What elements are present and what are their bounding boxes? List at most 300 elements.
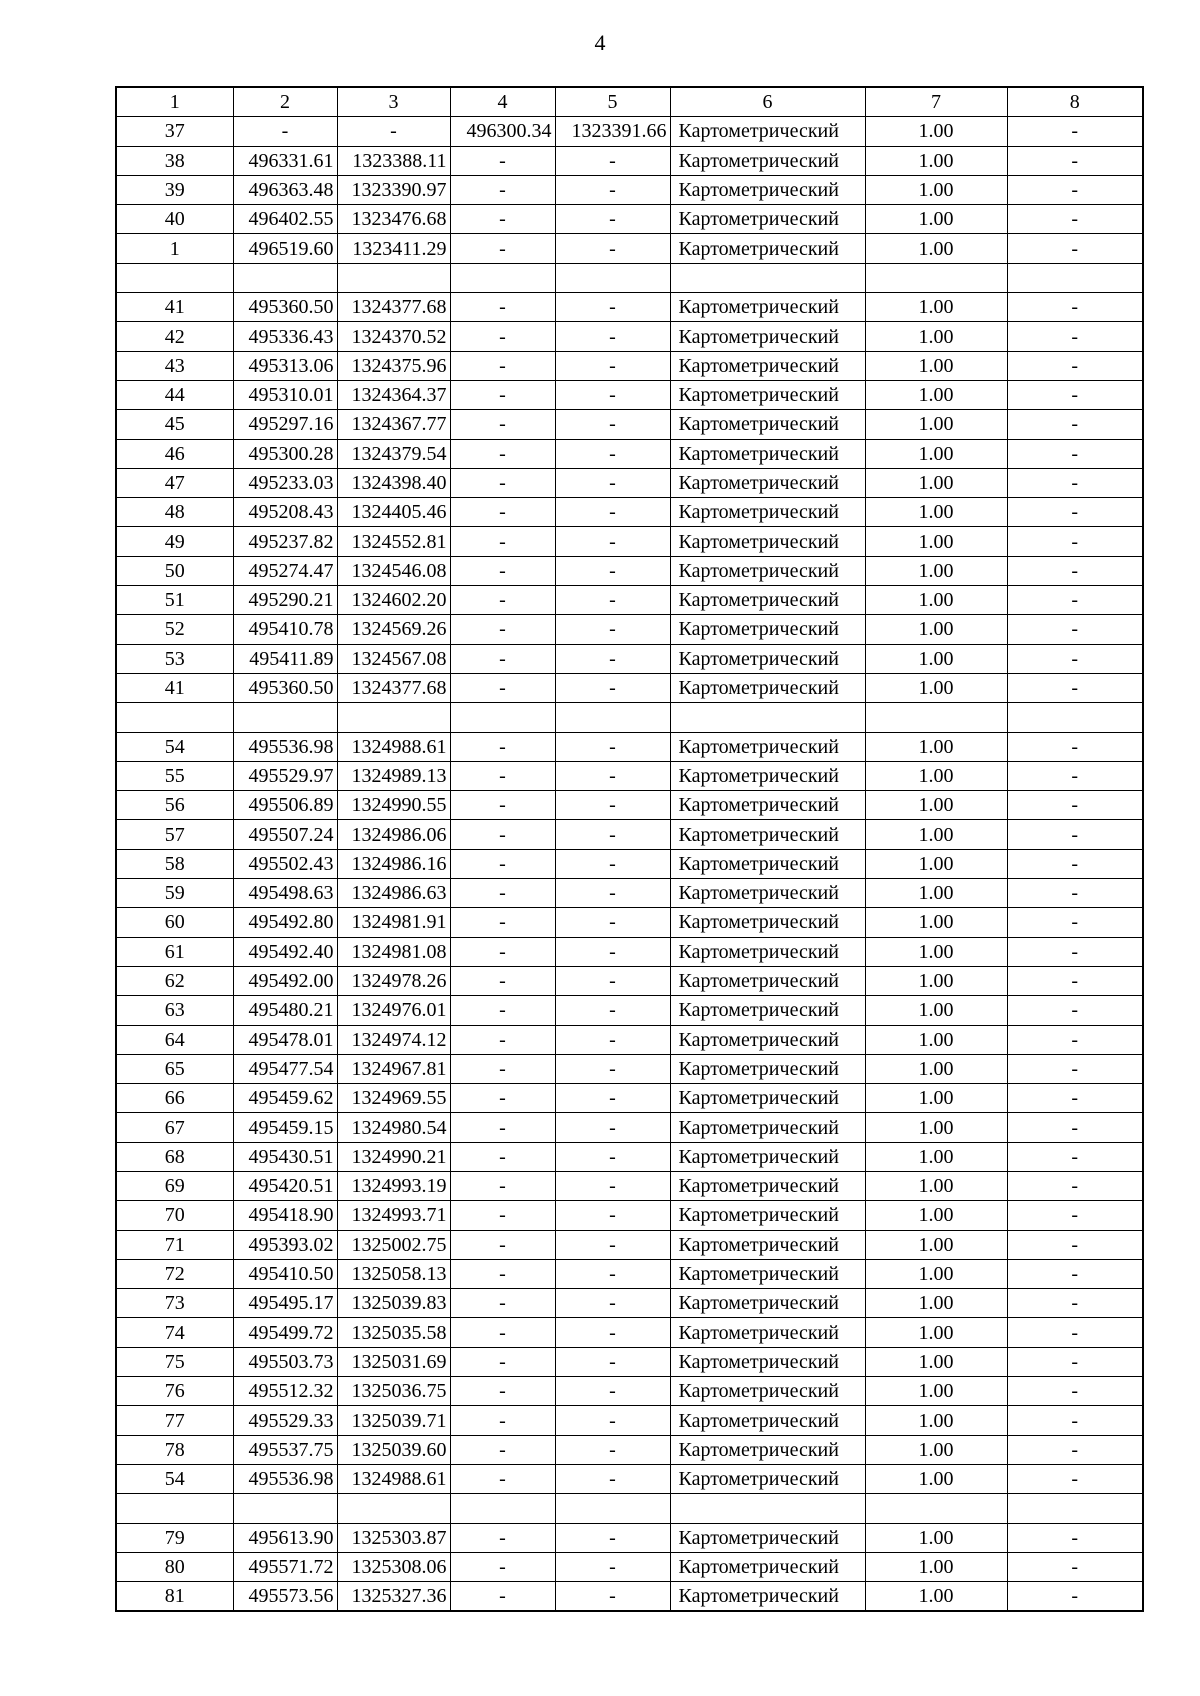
description-cell: - xyxy=(1007,879,1143,908)
x-coordinate-new-cell: - xyxy=(450,1025,555,1054)
point-number-cell: 76 xyxy=(116,1377,233,1406)
column-header: 3 xyxy=(337,87,450,117)
x-coordinate-new-cell: - xyxy=(450,1084,555,1113)
x-coordinate-cell: 495459.62 xyxy=(233,1084,337,1113)
x-coordinate-new-cell: - xyxy=(450,1552,555,1581)
x-coordinate-cell: 495410.50 xyxy=(233,1259,337,1288)
y-coordinate-cell: 1324602.20 xyxy=(337,586,450,615)
x-coordinate-new-cell: - xyxy=(450,966,555,995)
point-number-cell: 1 xyxy=(116,234,233,263)
x-coordinate-cell: 495529.97 xyxy=(233,761,337,790)
point-number-cell: 70 xyxy=(116,1201,233,1230)
method-cell: Картометрический xyxy=(670,1084,865,1113)
y-coordinate-new-cell: - xyxy=(555,1171,670,1200)
accuracy-cell: 1.00 xyxy=(865,1435,1007,1464)
x-coordinate-new-cell: - xyxy=(450,937,555,966)
accuracy-cell: 1.00 xyxy=(865,1113,1007,1142)
method-cell: Картометрический xyxy=(670,351,865,380)
x-coordinate-cell: 495297.16 xyxy=(233,410,337,439)
table-row xyxy=(116,1259,1143,1288)
x-coordinate-new-cell: - xyxy=(450,1259,555,1288)
point-number-cell: 68 xyxy=(116,1142,233,1171)
x-coordinate-new-cell: - xyxy=(450,146,555,175)
coordinates-table xyxy=(115,86,1144,1612)
point-number-cell: 52 xyxy=(116,615,233,644)
accuracy-cell: 1.00 xyxy=(865,293,1007,322)
accuracy-cell: 1.00 xyxy=(865,351,1007,380)
table-row xyxy=(116,439,1143,468)
method-cell: Картометрический xyxy=(670,1377,865,1406)
y-coordinate-cell: 1324552.81 xyxy=(337,527,450,556)
point-number-cell: 42 xyxy=(116,322,233,351)
x-coordinate-cell xyxy=(233,703,337,732)
accuracy-cell: 1.00 xyxy=(865,791,1007,820)
y-coordinate-new-cell: - xyxy=(555,380,670,409)
accuracy-cell: 1.00 xyxy=(865,1289,1007,1318)
x-coordinate-cell: 495336.43 xyxy=(233,322,337,351)
description-cell: - xyxy=(1007,586,1143,615)
table-row xyxy=(116,322,1143,351)
table-row xyxy=(116,175,1143,204)
point-number-cell: 71 xyxy=(116,1230,233,1259)
description-cell: - xyxy=(1007,439,1143,468)
table-row xyxy=(116,761,1143,790)
x-coordinate-cell: 495477.54 xyxy=(233,1054,337,1083)
point-number-cell: 75 xyxy=(116,1347,233,1376)
y-coordinate-new-cell: - xyxy=(555,1201,670,1230)
y-coordinate-cell xyxy=(337,703,450,732)
y-coordinate-new-cell: - xyxy=(555,1435,670,1464)
x-coordinate-cell: 495536.98 xyxy=(233,1464,337,1493)
x-coordinate-cell: 495571.72 xyxy=(233,1552,337,1581)
table-row xyxy=(116,293,1143,322)
y-coordinate-new-cell: - xyxy=(555,1318,670,1347)
x-coordinate-new-cell: - xyxy=(450,1435,555,1464)
point-number-cell: 45 xyxy=(116,410,233,439)
method-cell: Картометрический xyxy=(670,879,865,908)
y-coordinate-cell: 1324988.61 xyxy=(337,732,450,761)
y-coordinate-cell: 1324981.91 xyxy=(337,908,450,937)
x-coordinate-cell: 495393.02 xyxy=(233,1230,337,1259)
description-cell: - xyxy=(1007,996,1143,1025)
accuracy-cell: 1.00 xyxy=(865,234,1007,263)
table-row xyxy=(116,1289,1143,1318)
x-coordinate-cell: 495492.40 xyxy=(233,937,337,966)
description-cell: - xyxy=(1007,820,1143,849)
accuracy-cell: 1.00 xyxy=(865,937,1007,966)
accuracy-cell: 1.00 xyxy=(865,615,1007,644)
method-cell: Картометрический xyxy=(670,293,865,322)
method-cell: Картометрический xyxy=(670,1318,865,1347)
method-cell: Картометрический xyxy=(670,175,865,204)
x-coordinate-cell: 495478.01 xyxy=(233,1025,337,1054)
method-cell: Картометрический xyxy=(670,1552,865,1581)
point-number-cell: 81 xyxy=(116,1582,233,1612)
y-coordinate-new-cell: - xyxy=(555,498,670,527)
description-cell: - xyxy=(1007,351,1143,380)
y-coordinate-cell: 1324367.77 xyxy=(337,410,450,439)
x-coordinate-cell: 495274.47 xyxy=(233,556,337,585)
method-cell: Картометрический xyxy=(670,1347,865,1376)
x-coordinate-new-cell: - xyxy=(450,791,555,820)
point-number-cell xyxy=(116,703,233,732)
description-cell: - xyxy=(1007,293,1143,322)
table-row xyxy=(116,1347,1143,1376)
x-coordinate-cell: 495499.72 xyxy=(233,1318,337,1347)
x-coordinate-new-cell: - xyxy=(450,1113,555,1142)
table-row xyxy=(116,468,1143,497)
point-number-cell: 46 xyxy=(116,439,233,468)
table-row xyxy=(116,234,1143,263)
table-row xyxy=(116,879,1143,908)
method-cell: Картометрический xyxy=(670,1054,865,1083)
description-cell: - xyxy=(1007,1142,1143,1171)
description-cell: - xyxy=(1007,322,1143,351)
y-coordinate-cell: 1324976.01 xyxy=(337,996,450,1025)
method-cell: Картометрический xyxy=(670,1171,865,1200)
accuracy-cell: 1.00 xyxy=(865,322,1007,351)
description-cell: - xyxy=(1007,673,1143,702)
y-coordinate-new-cell: - xyxy=(555,673,670,702)
point-number-cell: 65 xyxy=(116,1054,233,1083)
method-cell: Картометрический xyxy=(670,586,865,615)
method-cell: Картометрический xyxy=(670,1435,865,1464)
accuracy-cell: 1.00 xyxy=(865,1406,1007,1435)
description-cell: - xyxy=(1007,732,1143,761)
y-coordinate-new-cell: - xyxy=(555,146,670,175)
description-cell: - xyxy=(1007,1464,1143,1493)
y-coordinate-cell: 1324370.52 xyxy=(337,322,450,351)
method-cell: Картометрический xyxy=(670,966,865,995)
table-row xyxy=(116,732,1143,761)
description-cell: - xyxy=(1007,410,1143,439)
method-cell xyxy=(670,1494,865,1523)
description-cell: - xyxy=(1007,761,1143,790)
x-coordinate-new-cell xyxy=(450,703,555,732)
accuracy-cell: 1.00 xyxy=(865,380,1007,409)
method-cell: Картометрический xyxy=(670,380,865,409)
accuracy-cell: 1.00 xyxy=(865,1171,1007,1200)
point-number-cell: 37 xyxy=(116,117,233,146)
accuracy-cell: 1.00 xyxy=(865,1054,1007,1083)
y-coordinate-new-cell: - xyxy=(555,1142,670,1171)
accuracy-cell: 1.00 xyxy=(865,1084,1007,1113)
table-row xyxy=(116,966,1143,995)
description-cell: - xyxy=(1007,1171,1143,1200)
x-coordinate-new-cell: - xyxy=(450,879,555,908)
x-coordinate-cell xyxy=(233,1494,337,1523)
point-number-cell: 43 xyxy=(116,351,233,380)
point-number-cell: 67 xyxy=(116,1113,233,1142)
x-coordinate-new-cell: - xyxy=(450,1318,555,1347)
accuracy-cell: 1.00 xyxy=(865,849,1007,878)
x-coordinate-cell xyxy=(233,263,337,292)
method-cell: Картометрический xyxy=(670,146,865,175)
point-number-cell: 63 xyxy=(116,996,233,1025)
method-cell: Картометрический xyxy=(670,410,865,439)
column-header: 5 xyxy=(555,87,670,117)
accuracy-cell: 1.00 xyxy=(865,556,1007,585)
method-cell: Картометрический xyxy=(670,205,865,234)
y-coordinate-cell: 1324364.37 xyxy=(337,380,450,409)
y-coordinate-new-cell: - xyxy=(555,820,670,849)
accuracy-cell: 1.00 xyxy=(865,410,1007,439)
y-coordinate-cell: 1324981.08 xyxy=(337,937,450,966)
accuracy-cell: 1.00 xyxy=(865,1025,1007,1054)
method-cell: Картометрический xyxy=(670,673,865,702)
accuracy-cell: 1.00 xyxy=(865,117,1007,146)
column-header: 2 xyxy=(233,87,337,117)
x-coordinate-new-cell: - xyxy=(450,498,555,527)
description-cell: - xyxy=(1007,1406,1143,1435)
method-cell: Картометрический xyxy=(670,1113,865,1142)
description-cell: - xyxy=(1007,1084,1143,1113)
y-coordinate-new-cell: - xyxy=(555,1464,670,1493)
page-number: 4 xyxy=(594,30,606,55)
table-row xyxy=(116,849,1143,878)
x-coordinate-cell: 495537.75 xyxy=(233,1435,337,1464)
y-coordinate-new-cell: - xyxy=(555,937,670,966)
x-coordinate-new-cell: - xyxy=(450,175,555,204)
y-coordinate-cell: 1325035.58 xyxy=(337,1318,450,1347)
point-number-cell: 61 xyxy=(116,937,233,966)
y-coordinate-cell: - xyxy=(337,117,450,146)
table-row xyxy=(116,205,1143,234)
point-number-cell: 79 xyxy=(116,1523,233,1552)
description-cell: - xyxy=(1007,1318,1143,1347)
y-coordinate-cell: 1324986.63 xyxy=(337,879,450,908)
y-coordinate-new-cell: - xyxy=(555,644,670,673)
table-row xyxy=(116,117,1143,146)
description-cell: - xyxy=(1007,1054,1143,1083)
x-coordinate-new-cell: - xyxy=(450,1171,555,1200)
point-number-cell: 56 xyxy=(116,791,233,820)
point-number-cell: 49 xyxy=(116,527,233,556)
x-coordinate-cell: 495536.98 xyxy=(233,732,337,761)
accuracy-cell xyxy=(865,1494,1007,1523)
x-coordinate-cell: 495512.32 xyxy=(233,1377,337,1406)
description-cell: - xyxy=(1007,908,1143,937)
y-coordinate-new-cell: - xyxy=(555,761,670,790)
x-coordinate-new-cell: - xyxy=(450,996,555,1025)
y-coordinate-new-cell: - xyxy=(555,1113,670,1142)
x-coordinate-cell: 495613.90 xyxy=(233,1523,337,1552)
accuracy-cell: 1.00 xyxy=(865,1523,1007,1552)
column-header: 8 xyxy=(1007,87,1143,117)
table-row xyxy=(116,673,1143,702)
description-cell: - xyxy=(1007,849,1143,878)
accuracy-cell: 1.00 xyxy=(865,1377,1007,1406)
point-number-cell: 72 xyxy=(116,1259,233,1288)
y-coordinate-new-cell: - xyxy=(555,1259,670,1288)
y-coordinate-cell: 1324377.68 xyxy=(337,293,450,322)
x-coordinate-cell: 495208.43 xyxy=(233,498,337,527)
y-coordinate-new-cell: - xyxy=(555,1084,670,1113)
description-cell: - xyxy=(1007,146,1143,175)
accuracy-cell: 1.00 xyxy=(865,175,1007,204)
x-coordinate-cell: 495503.73 xyxy=(233,1347,337,1376)
method-cell: Картометрический xyxy=(670,498,865,527)
y-coordinate-new-cell: - xyxy=(555,527,670,556)
y-coordinate-new-cell: - xyxy=(555,849,670,878)
y-coordinate-new-cell: - xyxy=(555,908,670,937)
accuracy-cell: 1.00 xyxy=(865,1552,1007,1581)
x-coordinate-cell: 495290.21 xyxy=(233,586,337,615)
x-coordinate-new-cell: - xyxy=(450,673,555,702)
description-cell xyxy=(1007,1494,1143,1523)
y-coordinate-new-cell: 1323391.66 xyxy=(555,117,670,146)
y-coordinate-cell: 1324569.26 xyxy=(337,615,450,644)
method-cell: Картометрический xyxy=(670,439,865,468)
table-row xyxy=(116,527,1143,556)
y-coordinate-cell: 1324974.12 xyxy=(337,1025,450,1054)
y-coordinate-new-cell: - xyxy=(555,1406,670,1435)
accuracy-cell: 1.00 xyxy=(865,439,1007,468)
method-cell: Картометрический xyxy=(670,1289,865,1318)
x-coordinate-new-cell: - xyxy=(450,1054,555,1083)
description-cell xyxy=(1007,703,1143,732)
table-row xyxy=(116,1113,1143,1142)
column-header: 4 xyxy=(450,87,555,117)
y-coordinate-new-cell: - xyxy=(555,439,670,468)
method-cell: Картометрический xyxy=(670,849,865,878)
accuracy-cell: 1.00 xyxy=(865,644,1007,673)
accuracy-cell: 1.00 xyxy=(865,1230,1007,1259)
table-row xyxy=(116,1318,1143,1347)
y-coordinate-cell: 1325039.71 xyxy=(337,1406,450,1435)
point-number-cell: 39 xyxy=(116,175,233,204)
x-coordinate-new-cell: - xyxy=(450,615,555,644)
point-number-cell: 54 xyxy=(116,732,233,761)
x-coordinate-new-cell: - xyxy=(450,908,555,937)
description-cell: - xyxy=(1007,1347,1143,1376)
y-coordinate-cell: 1323388.11 xyxy=(337,146,450,175)
accuracy-cell: 1.00 xyxy=(865,205,1007,234)
y-coordinate-cell: 1324990.55 xyxy=(337,791,450,820)
y-coordinate-cell xyxy=(337,1494,450,1523)
table-row xyxy=(116,820,1143,849)
x-coordinate-new-cell: - xyxy=(450,439,555,468)
point-number-cell: 64 xyxy=(116,1025,233,1054)
description-cell: - xyxy=(1007,1259,1143,1288)
x-coordinate-cell: - xyxy=(233,117,337,146)
method-cell: Картометрический xyxy=(670,820,865,849)
description-cell xyxy=(1007,263,1143,292)
y-coordinate-cell: 1325031.69 xyxy=(337,1347,450,1376)
y-coordinate-new-cell: - xyxy=(555,556,670,585)
y-coordinate-new-cell: - xyxy=(555,732,670,761)
accuracy-cell xyxy=(865,703,1007,732)
y-coordinate-new-cell: - xyxy=(555,586,670,615)
y-coordinate-cell: 1324988.61 xyxy=(337,1464,450,1493)
y-coordinate-cell: 1324989.13 xyxy=(337,761,450,790)
table-row xyxy=(116,1552,1143,1581)
x-coordinate-new-cell: - xyxy=(450,1347,555,1376)
y-coordinate-cell: 1324990.21 xyxy=(337,1142,450,1171)
x-coordinate-cell: 496331.61 xyxy=(233,146,337,175)
y-coordinate-new-cell: - xyxy=(555,966,670,995)
description-cell: - xyxy=(1007,966,1143,995)
description-cell: - xyxy=(1007,468,1143,497)
table-row xyxy=(116,937,1143,966)
description-cell: - xyxy=(1007,1230,1143,1259)
description-cell: - xyxy=(1007,1552,1143,1581)
accuracy-cell: 1.00 xyxy=(865,820,1007,849)
y-coordinate-new-cell: - xyxy=(555,879,670,908)
x-coordinate-new-cell: - xyxy=(450,1406,555,1435)
method-cell: Картометрический xyxy=(670,1230,865,1259)
table-row xyxy=(116,1464,1143,1493)
x-coordinate-cell: 495495.17 xyxy=(233,1289,337,1318)
y-coordinate-new-cell: - xyxy=(555,1025,670,1054)
table-header-row xyxy=(116,87,1143,117)
table-row xyxy=(116,556,1143,585)
y-coordinate-new-cell: - xyxy=(555,996,670,1025)
method-cell: Картометрический xyxy=(670,732,865,761)
table-row xyxy=(116,1523,1143,1552)
description-cell: - xyxy=(1007,1289,1143,1318)
y-coordinate-new-cell: - xyxy=(555,351,670,380)
y-coordinate-cell: 1325039.60 xyxy=(337,1435,450,1464)
y-coordinate-new-cell: - xyxy=(555,410,670,439)
x-coordinate-new-cell: - xyxy=(450,1201,555,1230)
accuracy-cell: 1.00 xyxy=(865,1318,1007,1347)
accuracy-cell: 1.00 xyxy=(865,673,1007,702)
y-coordinate-cell: 1324379.54 xyxy=(337,439,450,468)
method-cell: Картометрический xyxy=(670,644,865,673)
accuracy-cell: 1.00 xyxy=(865,527,1007,556)
accuracy-cell xyxy=(865,263,1007,292)
y-coordinate-cell: 1324969.55 xyxy=(337,1084,450,1113)
description-cell: - xyxy=(1007,234,1143,263)
point-number-cell: 58 xyxy=(116,849,233,878)
description-cell: - xyxy=(1007,937,1143,966)
x-coordinate-cell: 495529.33 xyxy=(233,1406,337,1435)
x-coordinate-new-cell: - xyxy=(450,1142,555,1171)
y-coordinate-cell: 1324993.71 xyxy=(337,1201,450,1230)
point-number-cell: 74 xyxy=(116,1318,233,1347)
y-coordinate-new-cell xyxy=(555,263,670,292)
column-header: 6 xyxy=(670,87,865,117)
y-coordinate-new-cell: - xyxy=(555,791,670,820)
method-cell: Картометрический xyxy=(670,322,865,351)
table-row xyxy=(116,615,1143,644)
x-coordinate-cell: 495310.01 xyxy=(233,380,337,409)
description-cell: - xyxy=(1007,1377,1143,1406)
y-coordinate-cell: 1324986.16 xyxy=(337,849,450,878)
y-coordinate-cell: 1324398.40 xyxy=(337,468,450,497)
description-cell: - xyxy=(1007,556,1143,585)
point-number-cell: 73 xyxy=(116,1289,233,1318)
x-coordinate-new-cell: - xyxy=(450,1523,555,1552)
method-cell xyxy=(670,263,865,292)
point-number-cell: 41 xyxy=(116,673,233,702)
accuracy-cell: 1.00 xyxy=(865,879,1007,908)
method-cell: Картометрический xyxy=(670,1582,865,1612)
x-coordinate-cell: 495430.51 xyxy=(233,1142,337,1171)
y-coordinate-new-cell: - xyxy=(555,468,670,497)
description-cell: - xyxy=(1007,1435,1143,1464)
method-cell: Картометрический xyxy=(670,615,865,644)
table-row xyxy=(116,1406,1143,1435)
x-coordinate-new-cell: - xyxy=(450,234,555,263)
method-cell: Картометрический xyxy=(670,996,865,1025)
method-cell: Картометрический xyxy=(670,1464,865,1493)
table-row xyxy=(116,1025,1143,1054)
x-coordinate-new-cell: - xyxy=(450,820,555,849)
x-coordinate-cell: 495410.78 xyxy=(233,615,337,644)
description-cell: - xyxy=(1007,1582,1143,1612)
